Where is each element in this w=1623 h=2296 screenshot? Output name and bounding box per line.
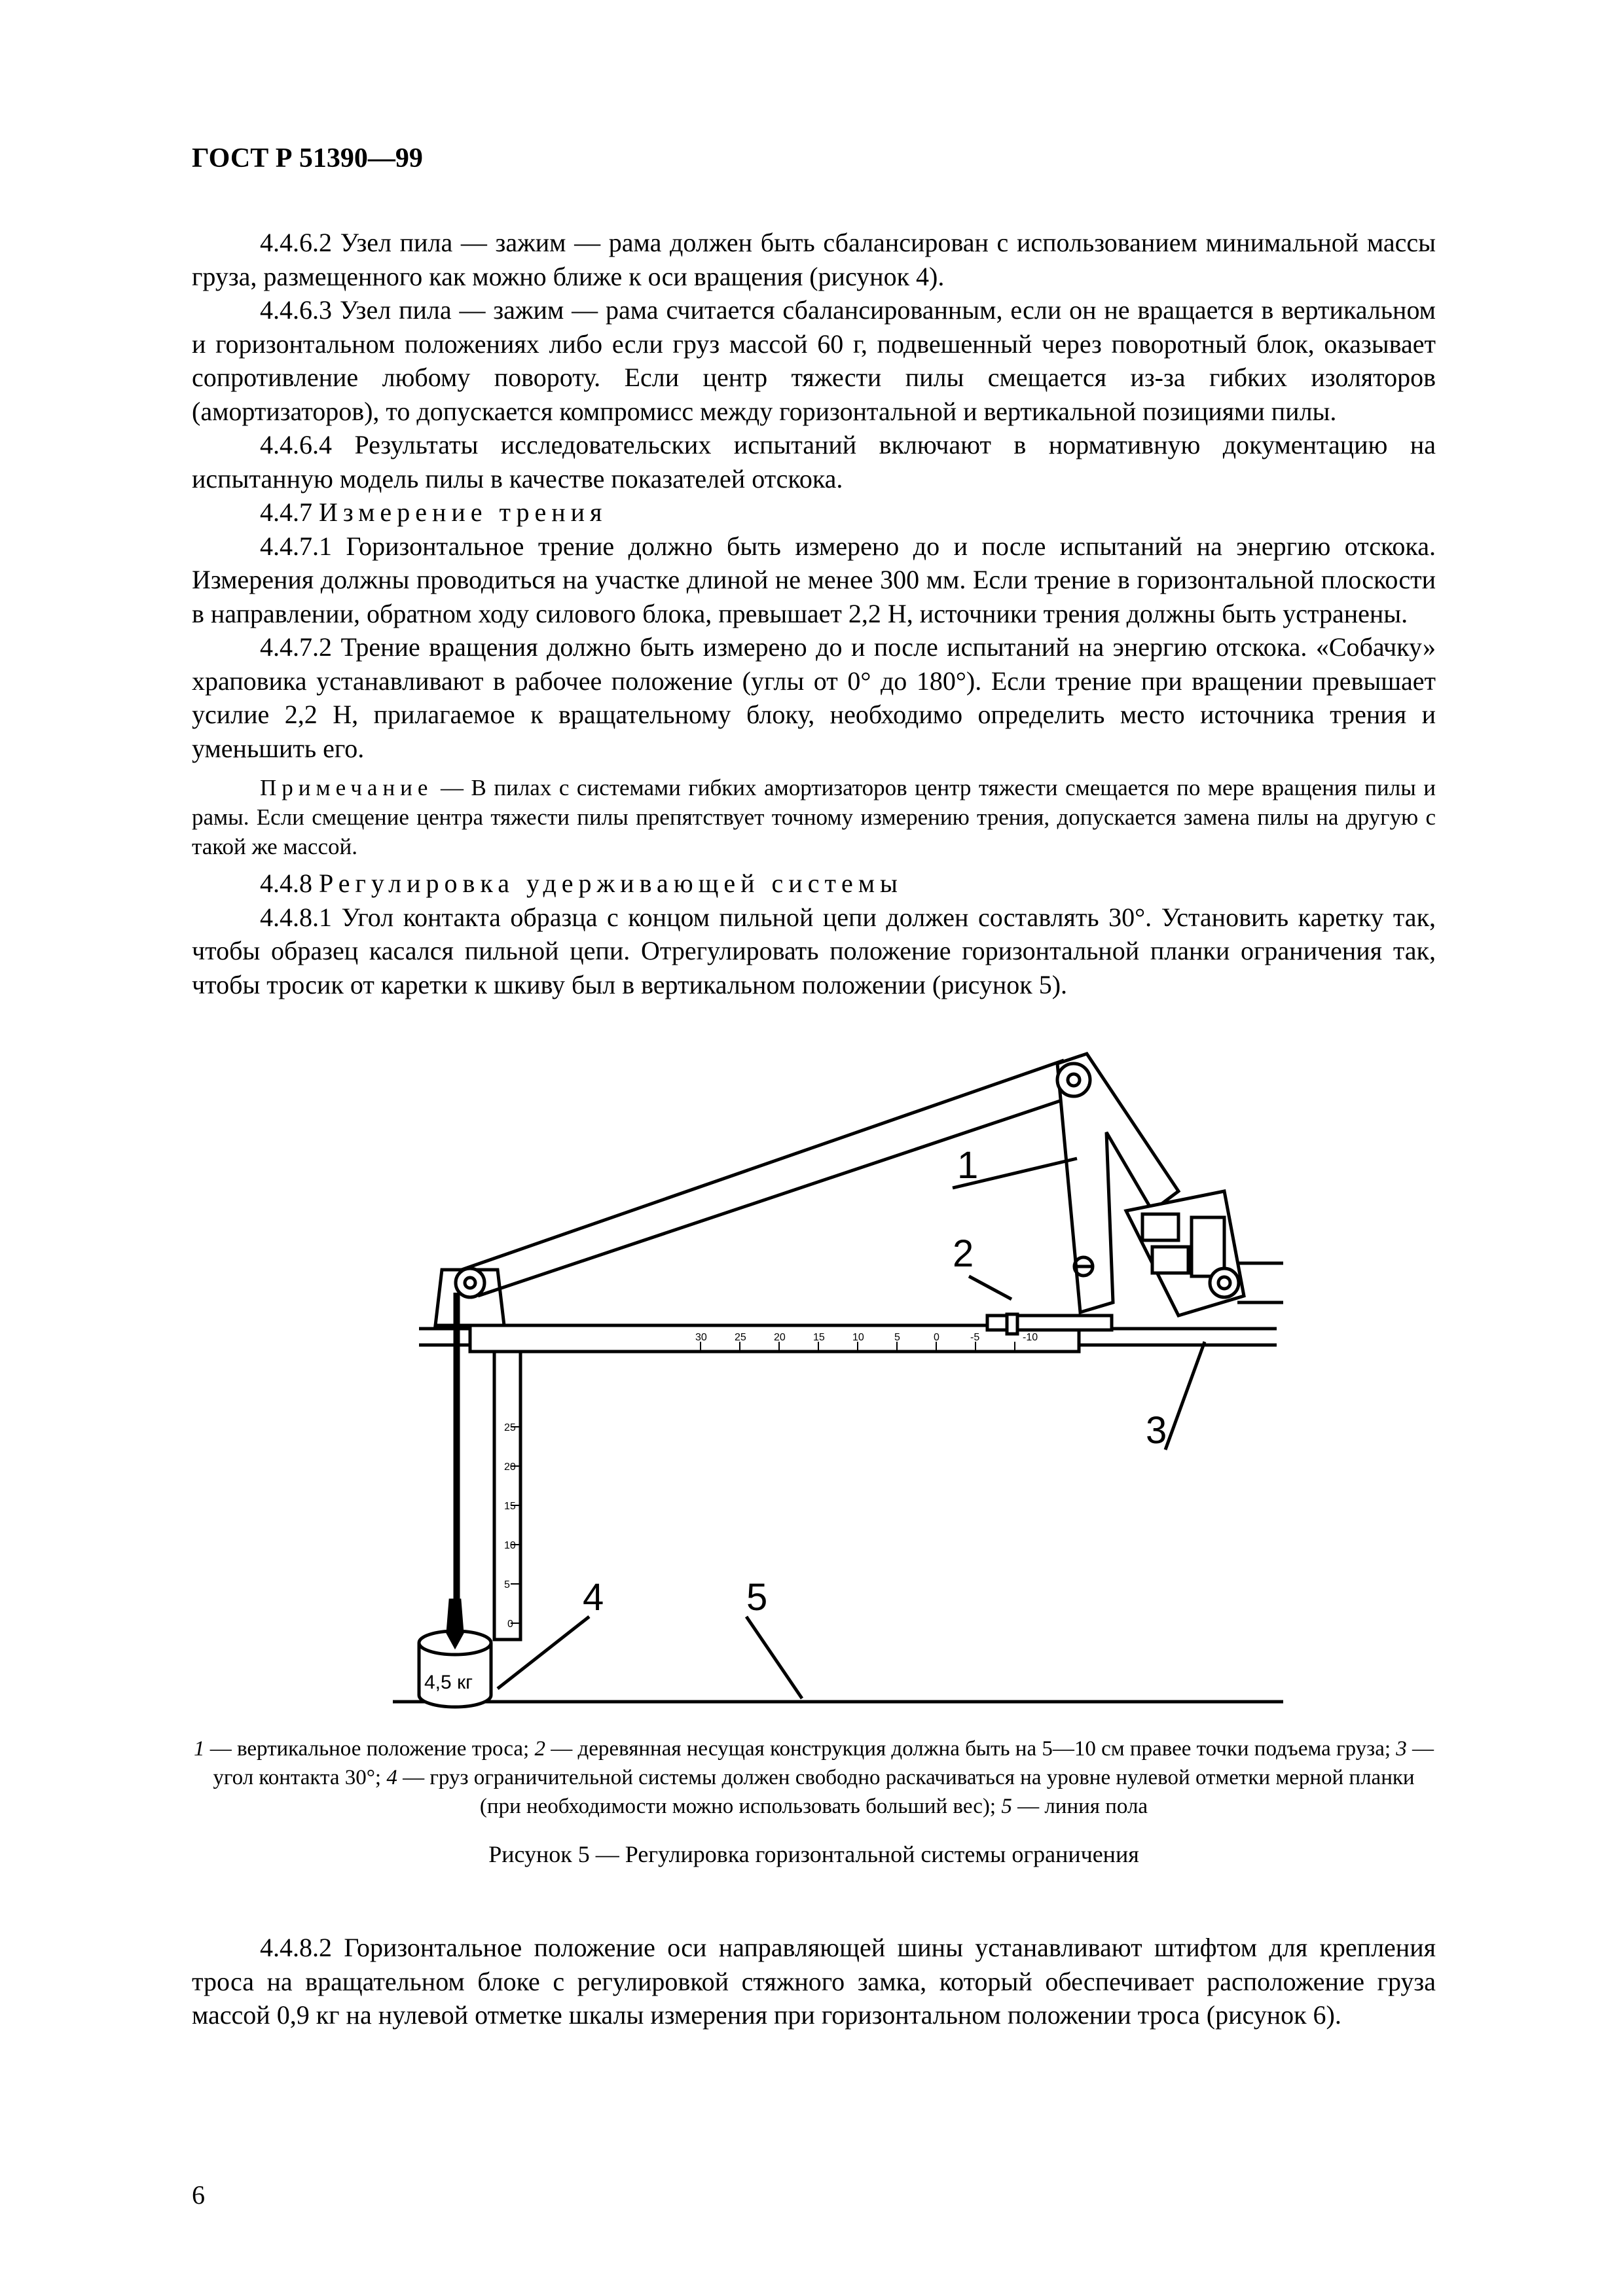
carriage-roller (1210, 1268, 1239, 1297)
v-tick-label: 15 (504, 1501, 516, 1512)
section-number: 4.4.7 (260, 497, 312, 527)
h-tick-label: 0 (934, 1332, 939, 1343)
v-tick-label: 5 (504, 1579, 510, 1590)
section-heading-448 (192, 867, 1436, 901)
leader-3 (1165, 1342, 1205, 1450)
paragraph-4463: 4.4.6.3 Узел пила — зажим — рама считается сбалансированным, если он не вращается в вертикальном и горизонтальном положениях либо если груз массой 60 г, подвешенный через поворотный блок, оказывает сопротивление любому повороту. Если центр тяжести пилы смещается из-за гибких изоляторов (амортизаторов), то допускается компромисс между горизонтальной и вертикальной позициями пилы. (192, 295, 1436, 426)
v-tick-label: 25 (504, 1422, 516, 1433)
legend-text: — деревянная несущая конструкция должна быть на 5—10 см правее точки подъема груза; (545, 1737, 1396, 1761)
legend-text: — вертикальное положение троса; (204, 1737, 535, 1761)
cable-diagonal-bottom (478, 1096, 1074, 1296)
figure-legend (192, 1734, 1436, 1821)
legend-text: — линия пола (1012, 1795, 1148, 1818)
leader-5 (746, 1617, 802, 1698)
legend-number: 4 (386, 1766, 397, 1789)
h-tick-label: 5 (894, 1332, 900, 1343)
weight-label: 4,5 кг (424, 1672, 473, 1693)
section-title: Регулировка удерживающей системы (319, 869, 903, 898)
figure-5-diagram (0, 1021, 1623, 1728)
legend-number: 3 (1396, 1737, 1407, 1761)
paragraph-4471: 4.4.7.1 Горизонтальное трение должно быть измерено до и после испытаний на энергию отскока. Измерения должны проводиться на участке длиной не менее 300 мм. Если трение в горизонтальной плоскости в направлении, обратном ходу силового блока, превышает 2,2 Н, источники трения должны быть устранены. (192, 531, 1436, 628)
h-tick-label: -10 (1023, 1332, 1038, 1343)
h-tick-label: 20 (774, 1332, 786, 1343)
h-tick-label: 10 (852, 1332, 864, 1343)
h-tick-label: 15 (813, 1332, 825, 1343)
document-header: ГОСТ Р 51390—99 (192, 143, 423, 173)
h-tick-label: 25 (735, 1332, 746, 1343)
h-tick-label: -5 (970, 1332, 980, 1343)
legend-text: — груз ограничительной системы должен свободно раскачиваться на уровне нулевой отметки мерной планки (при необходимости можно использовать больший вес); (397, 1766, 1415, 1818)
note (192, 773, 1436, 861)
section-heading-447 (192, 495, 1436, 529)
page-number: 6 (192, 2180, 205, 2210)
figure-label-4: 4 (583, 1576, 604, 1619)
legend-text: — угол контакта 30°; (213, 1737, 1434, 1789)
legend-number: 1 (193, 1737, 205, 1761)
paragraph-4464: 4.4.6.4 Результаты исследовательских испытаний включают в нормативную документацию на испытанную модель пилы в качестве показателей отскока. (192, 430, 1436, 493)
paragraph-4462: 4.4.6.2 Узел пила — зажим — рама должен быть сбалансирован с использованием минимальной массы груза, размещенного как можно ближе к оси вращения (рисунок 4). (192, 228, 1436, 291)
leader-2 (969, 1276, 1012, 1299)
note-label: Примечание (260, 775, 433, 800)
figure-label-1: 1 (957, 1144, 979, 1187)
figure-label-5: 5 (746, 1576, 768, 1619)
note-text: — В пилах с системами гибких амортизаторов центр тяжести смещается по мере вращения пилы и рамы. Если смещение центра тяжести пилы препятствует точному измерению трения, допускается замена пилы на другую с такой же массой. (192, 775, 1436, 859)
figure-caption: Рисунок 5 — Регулировка горизонтальной системы ограничения (488, 1841, 1139, 1867)
legend-number: 5 (1001, 1795, 1012, 1818)
body-text-top (192, 226, 1436, 1001)
left-pulley (456, 1268, 484, 1297)
vertical-scale (494, 1352, 520, 1640)
v-tick-label: 20 (504, 1462, 516, 1473)
paragraph-4481: 4.4.8.1 Угол контакта образца с концом пильной цепи должен составлять 30°. Установить каретку так, чтобы образец касался пильной цепи. Отрегулировать положение горизонтальной планки ограничения так, чтобы тросик от каретки к шкиву был в вертикальном положении (рисунок 5). (192, 902, 1436, 999)
legend-number: 2 (534, 1737, 545, 1761)
v-tick-label: 10 (504, 1540, 516, 1551)
h-tick-label: 30 (695, 1332, 707, 1343)
paragraph-4472: 4.4.7.2 Трение вращения должно быть измерено до и после испытаний на энергию отскока. «Собачку» храповика устанавливают в рабочее положение (углы от 0° до 180°). Если трение при вращении превышает усилие 2,2 Н, прилагаемое к вращательному блоку, необходимо определить место источника трения и уменьшить его. (192, 632, 1436, 763)
paragraph-4482: 4.4.8.2 Горизонтальное положение оси направляющей шины устанавливают штифтом для крепления троса на вращательном блоке с регулировкой стяжного замка, который обеспечивает расположение груза массой 0,9 кг на нулевой отметке шкалы измерения при горизонтальном положении троса (рисунок 6). (192, 1933, 1436, 2030)
slider-pin (1007, 1314, 1017, 1334)
section-title: Измерение трения (319, 497, 608, 527)
body-text-bottom (192, 1931, 1436, 2032)
section-number: 4.4.8 (260, 869, 312, 898)
figure-label-3: 3 (1146, 1409, 1167, 1452)
top-pulley (1057, 1064, 1090, 1096)
figure-label-2: 2 (953, 1232, 974, 1275)
v-tick-label: 0 (507, 1619, 513, 1630)
